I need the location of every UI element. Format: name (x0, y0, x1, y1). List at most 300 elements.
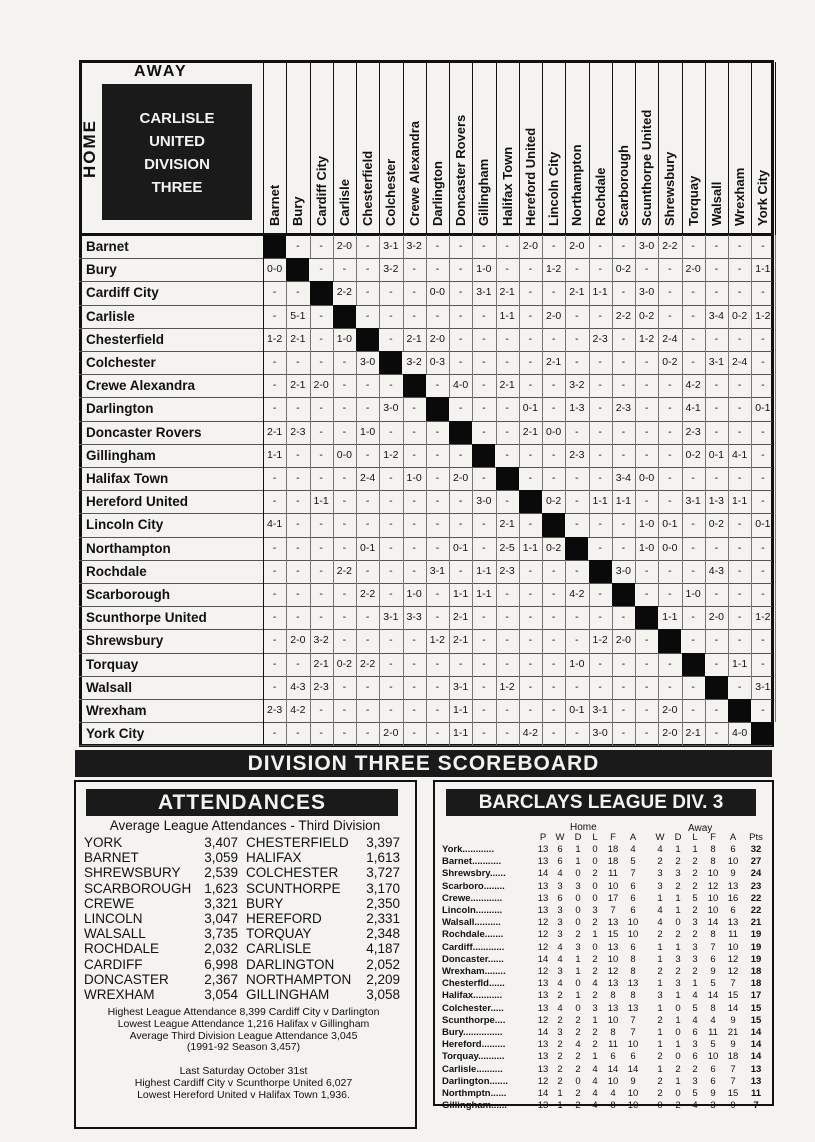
grid-cell-line (775, 653, 776, 676)
league-home-label: Home (570, 822, 597, 833)
column-header: Halifax Town (499, 146, 515, 226)
result-cell: - (412, 518, 416, 531)
league-value: 1 (575, 856, 581, 868)
result-cell: - (598, 425, 602, 438)
result-cell: - (691, 518, 695, 531)
attendance-figure: 2,539 (204, 865, 238, 881)
league-value: 4 (657, 917, 663, 929)
result-cell: 2-1 (290, 379, 306, 392)
result-cell: - (737, 564, 742, 577)
league-value: 3 (692, 1039, 698, 1051)
result-cell: - (389, 680, 393, 693)
result-cell: 1-0 (406, 588, 422, 600)
result-cell: - (644, 588, 649, 600)
row-header: Northampton (86, 540, 171, 556)
result-cell: 2-1 (499, 518, 515, 531)
result-cell: - (482, 727, 486, 740)
result-cell: - (342, 402, 347, 415)
result-cell: - (412, 680, 416, 693)
result-cell: - (296, 518, 300, 531)
result-cell: - (272, 309, 277, 322)
result-cell: - (737, 286, 742, 299)
result-cell: - (342, 634, 347, 647)
result-cell: - (412, 425, 416, 438)
result-cell: - (365, 402, 370, 415)
league-value: 1 (575, 953, 581, 965)
result-cell: - (505, 425, 509, 438)
league-value: 8 (630, 990, 636, 1002)
result-cell: 2-2 (662, 240, 678, 252)
league-value: 1 (557, 1100, 563, 1112)
league-value: 1 (675, 892, 681, 904)
grid-col-line (542, 62, 543, 235)
league-value: 2 (557, 1014, 563, 1026)
result-cell: - (435, 657, 440, 670)
result-cell: - (365, 611, 370, 624)
result-cell: 2-1 (546, 356, 562, 368)
result-cell: - (714, 402, 719, 415)
attendance-figure: 3,170 (366, 880, 400, 896)
league-value: 6 (630, 1051, 636, 1063)
result-cell: - (598, 472, 602, 484)
diagonal-cell (449, 421, 472, 444)
result-cell: - (644, 564, 649, 577)
diagonal-cell (682, 653, 705, 676)
league-value: 6 (692, 1027, 698, 1038)
league-value: 1 (692, 978, 698, 990)
attendance-club: LINCOLN (84, 911, 143, 926)
league-column-header: A (729, 832, 737, 843)
result-cell: - (761, 704, 765, 716)
league-value: 10 (627, 1088, 639, 1099)
result-cell: - (551, 472, 556, 484)
result-cell: - (761, 495, 765, 508)
league-value: 3 (692, 941, 698, 953)
result-cell: - (528, 286, 533, 299)
grid-cell-line (775, 421, 776, 444)
result-cell: 0-2 (685, 448, 701, 461)
result-cell: 2-4 (360, 472, 376, 484)
league-value: 13 (537, 844, 549, 855)
result-cell: - (296, 402, 300, 415)
result-cell: - (598, 402, 602, 415)
result-cell: - (319, 564, 323, 577)
result-cell: - (668, 425, 672, 438)
column-header: Rochdale (592, 167, 608, 226)
result-cell: - (342, 680, 347, 693)
result-cell: - (551, 564, 556, 577)
result-cell: - (668, 263, 672, 276)
result-cell: 4-2 (290, 704, 306, 716)
result-cell: - (412, 263, 416, 276)
attendance-figure: 2,350 (366, 895, 400, 911)
result-cell: 1-0 (406, 472, 422, 484)
result-cell: - (575, 564, 579, 577)
result-cell: - (505, 495, 509, 508)
result-cell: 2-1 (499, 379, 515, 392)
column-header: Doncaster Rovers (453, 114, 468, 226)
result-cell: - (528, 472, 533, 484)
grid-cell-line (775, 351, 776, 374)
result-cell: 1-3 (569, 402, 585, 415)
result-cell: - (714, 704, 719, 716)
league-value: 2 (592, 966, 598, 977)
league-value: 0 (592, 892, 598, 904)
column-header: Crewe Alexandra (406, 120, 422, 226)
home-label: HOME (80, 119, 99, 178)
league-value: 13 (627, 978, 639, 990)
grid-cell-line (775, 397, 776, 420)
league-value: 4 (557, 941, 563, 953)
result-cell: - (389, 379, 393, 392)
row-header: Darlington (86, 401, 154, 417)
league-value: 2 (657, 1088, 663, 1099)
league-value: 13 (750, 1063, 762, 1075)
result-cell: - (482, 309, 486, 322)
grid-col-line (356, 62, 357, 235)
league-team: Lincoln.......... (442, 905, 503, 916)
result-cell: 2-0 (662, 727, 678, 740)
grid-cell-line (775, 629, 776, 652)
league-value: 6 (710, 1063, 716, 1075)
diagonal-cell (310, 281, 333, 304)
result-cell: 4-0 (732, 727, 748, 740)
result-cell: - (412, 541, 416, 554)
league-value: 13 (537, 1051, 549, 1063)
result-cell: - (412, 704, 416, 716)
diagonal-cell (519, 490, 542, 513)
league-value: 4 (692, 990, 698, 1002)
grid-cell-line (775, 281, 776, 304)
result-cell: - (389, 704, 393, 716)
result-cell: - (528, 657, 533, 670)
grid-col-line (751, 62, 752, 235)
result-cell: 2-1 (406, 332, 422, 345)
row-header: Colchester (86, 355, 156, 370)
league-value: 7 (630, 1014, 636, 1026)
result-cell: - (737, 472, 742, 484)
result-cell: - (458, 495, 463, 508)
result-cell: - (598, 263, 602, 276)
result-cell: - (412, 634, 416, 647)
result-cell: 3-1 (476, 286, 492, 299)
result-cell: - (714, 332, 719, 345)
grid-col-line (635, 62, 636, 235)
result-cell: - (761, 286, 765, 299)
league-value: 1 (657, 1002, 663, 1014)
column-header: York City (755, 169, 771, 226)
grid-cell-line (775, 606, 776, 629)
league-column-header: L (692, 832, 698, 843)
league-value: 0 (675, 1051, 681, 1063)
column-header: Scarborough (615, 145, 631, 226)
league-value: 6 (730, 844, 736, 855)
diagonal-cell (263, 235, 286, 258)
result-cell: - (482, 402, 486, 415)
column-header: Northampton (569, 144, 585, 226)
grid-col-line (449, 62, 450, 235)
result-cell: 3-1 (755, 680, 771, 693)
league-value: 1 (675, 1039, 681, 1051)
league-value: 9 (630, 1075, 636, 1087)
result-cell: - (389, 309, 393, 322)
result-cell: 2-4 (662, 332, 678, 345)
league-value: 10 (627, 1100, 639, 1112)
result-cell: 1-2 (546, 263, 562, 276)
result-cell: 1-1 (476, 588, 492, 600)
result-cell: 3-2 (406, 356, 422, 368)
attendance-figure: 2,367 (204, 971, 238, 987)
league-value: 1 (657, 892, 663, 904)
attendance-note: (1991-92 Season 3,457) (186, 1041, 301, 1054)
result-cell: - (272, 541, 277, 554)
result-cell: 2-0 (453, 472, 469, 484)
result-cell: 4-0 (453, 379, 469, 392)
result-cell: - (668, 495, 672, 508)
result-cell: 3-1 (383, 611, 399, 624)
result-cell: - (272, 634, 277, 647)
result-cell: - (598, 680, 602, 693)
grid-col-line (379, 62, 380, 235)
result-cell: 3-2 (313, 634, 329, 647)
result-cell: - (621, 240, 626, 252)
league-value: 13 (537, 978, 549, 990)
result-cell: - (342, 541, 347, 554)
league-value: 1 (657, 978, 663, 990)
result-cell: - (272, 680, 277, 693)
result-cell: 2-0 (383, 727, 399, 740)
league-value: 2 (557, 1075, 563, 1087)
diagonal-cell (589, 560, 612, 583)
result-cell: 2-1 (685, 727, 701, 740)
attendance-figure: 1,623 (204, 880, 238, 896)
league-value: 3 (692, 1075, 698, 1087)
result-cell: - (389, 541, 393, 554)
result-cell: - (296, 356, 300, 368)
result-cell: 2-0 (708, 611, 724, 624)
result-cell: 4-1 (685, 402, 701, 415)
league-value: 2 (692, 929, 698, 941)
league-value: 7 (730, 1063, 736, 1075)
result-cell: - (389, 495, 393, 508)
attendance-figure: 3,059 (204, 850, 238, 866)
title-line-4: THREE (151, 179, 203, 196)
result-cell: 2-0 (336, 240, 352, 252)
league-team: Torquay.......... (442, 1051, 505, 1063)
result-cell: - (621, 518, 626, 531)
result-cell: 1-1 (499, 309, 515, 322)
grid-cell-line (775, 560, 776, 583)
league-value: 1 (592, 1014, 598, 1026)
grid-cell-line (775, 490, 776, 513)
column-header: Hereford United (522, 127, 538, 226)
league-value: 2 (592, 868, 598, 880)
result-cell: 0-0 (429, 286, 445, 299)
result-cell: 2-0 (662, 704, 678, 716)
league-value: 9 (730, 868, 736, 880)
result-cell: - (737, 611, 742, 624)
league-value: 12 (727, 953, 739, 965)
league-value: 10 (607, 953, 619, 965)
result-cell: - (482, 379, 486, 392)
result-cell: - (342, 704, 347, 716)
result-cell: - (598, 657, 602, 670)
result-cell: 3-0 (615, 564, 631, 577)
grid-col-line (775, 62, 776, 235)
league-value: 13 (607, 1002, 619, 1014)
result-cell: 0-2 (639, 309, 655, 322)
result-cell: - (505, 402, 509, 415)
result-cell: 3-0 (383, 402, 399, 415)
result-cell: 3-4 (615, 472, 631, 484)
result-cell: - (319, 518, 323, 531)
column-header: Carlisle (336, 179, 352, 226)
result-cell: - (551, 680, 556, 693)
result-cell: - (458, 402, 463, 415)
result-cell: 2-0 (569, 240, 585, 252)
league-value: 0 (575, 917, 581, 929)
result-cell: - (482, 541, 486, 554)
league-value: 10 (707, 892, 719, 904)
league-value: 12 (537, 929, 549, 941)
result-cell: - (482, 356, 486, 368)
grid-cell-line (775, 235, 776, 258)
league-value: 13 (537, 856, 549, 868)
result-cell: - (714, 634, 719, 647)
result-cell: - (435, 680, 440, 693)
league-value: 18 (607, 856, 619, 868)
league-value: 0 (575, 1075, 581, 1087)
row-header: Cardiff City (86, 285, 159, 301)
row-header: Chesterfield (86, 331, 165, 347)
result-cell: - (551, 704, 556, 716)
result-cell: - (737, 680, 742, 693)
result-cell: 0-2 (546, 495, 562, 508)
row-header: Shrewsbury (86, 633, 164, 649)
league-value: 8 (710, 1002, 716, 1014)
league-value: 13 (537, 990, 549, 1002)
title-block (102, 84, 252, 220)
attendance-note: Highest League Attendance 8,399 Cardiff City v Darlington (107, 1006, 380, 1018)
league-value: 3 (575, 880, 581, 892)
result-cell: - (505, 448, 509, 461)
result-cell: - (319, 448, 323, 461)
result-cell: - (761, 634, 765, 647)
league-value: 10 (607, 1075, 619, 1087)
league-team: Northmptn...... (442, 1088, 507, 1099)
result-cell: 1-0 (685, 588, 701, 600)
league-column-header: A (629, 832, 637, 843)
league-value: 13 (627, 1002, 639, 1014)
league-value: 1 (657, 953, 663, 965)
league-value: 1 (575, 990, 581, 1002)
grid-cell-line (775, 328, 776, 351)
diagonal-cell (635, 606, 658, 629)
league-value: 8 (610, 1027, 616, 1038)
result-cell: - (319, 332, 323, 345)
league-value: 19 (750, 929, 762, 941)
result-cell: - (458, 332, 463, 345)
league-value: 1 (675, 905, 681, 916)
result-cell: 3-3 (406, 611, 422, 624)
league-value: 1 (675, 990, 681, 1002)
league-value: 7 (630, 1027, 636, 1038)
result-cell: - (714, 657, 719, 670)
result-cell: 1-0 (336, 332, 352, 345)
league-value: 8 (610, 990, 616, 1002)
league-value: 6 (557, 856, 563, 868)
result-cell: - (737, 541, 742, 554)
attendance-figure: 3,058 (366, 987, 400, 1002)
result-cell: 3-0 (592, 727, 608, 740)
league-team: Darlington....... (442, 1075, 508, 1087)
league-value: 12 (537, 1014, 549, 1026)
result-cell: - (482, 680, 486, 693)
result-cell: - (737, 634, 742, 647)
result-cell: - (528, 704, 533, 716)
league-value: 1 (675, 844, 681, 855)
league-value: 2 (692, 880, 698, 892)
column-header: Cardiff City (313, 155, 329, 226)
result-cell: 1-1 (592, 286, 608, 299)
result-cell: 1-2 (383, 448, 399, 461)
row-header: Wrexham (86, 703, 147, 718)
league-value: 4 (657, 844, 663, 855)
grid-col-line (333, 62, 334, 235)
league-value: 17 (607, 892, 619, 904)
result-cell: - (482, 704, 486, 716)
league-value: 4 (692, 1100, 698, 1112)
league-value: 2 (657, 966, 663, 977)
league-value: 6 (630, 905, 636, 916)
result-cell: - (435, 263, 440, 276)
scoreboard-banner: DIVISION THREE SCOREBOARD (75, 750, 772, 777)
result-cell: - (621, 286, 626, 299)
result-cell: - (575, 472, 579, 484)
result-cell: 1-2 (755, 611, 771, 624)
result-cell: - (296, 448, 300, 461)
league-value: 5 (710, 978, 716, 990)
grid-col-line (286, 62, 287, 235)
result-cell: - (691, 680, 695, 693)
league-value: 7 (630, 868, 636, 880)
league-team: Chesterfld...... (442, 978, 505, 990)
column-header: Walsall (708, 181, 724, 226)
result-cell: 1-1 (732, 657, 748, 670)
row-header: Hereford United (86, 494, 189, 510)
result-cell: 1-0 (569, 657, 585, 670)
league-value: 2 (692, 868, 698, 880)
league-value: 5 (692, 892, 698, 904)
league-value: 4 (710, 1014, 716, 1026)
result-cell: 1-1 (476, 564, 492, 577)
result-cell: 1-2 (499, 680, 515, 693)
attendance-figure: 3,047 (204, 911, 238, 926)
result-cell: - (389, 564, 393, 577)
result-cell: - (412, 402, 416, 415)
result-cell: - (668, 680, 672, 693)
result-cell: - (598, 588, 602, 600)
league-value: 0 (657, 1100, 663, 1112)
attendance-club: HEREFORD (246, 911, 322, 926)
league-value: 4 (692, 1014, 698, 1026)
result-cell: - (761, 657, 765, 670)
result-cell: - (621, 611, 626, 624)
league-value: 8 (710, 844, 716, 855)
diagonal-cell (705, 676, 728, 699)
attendance-figure: 3,727 (366, 865, 400, 881)
league-value: 14 (750, 1039, 762, 1051)
